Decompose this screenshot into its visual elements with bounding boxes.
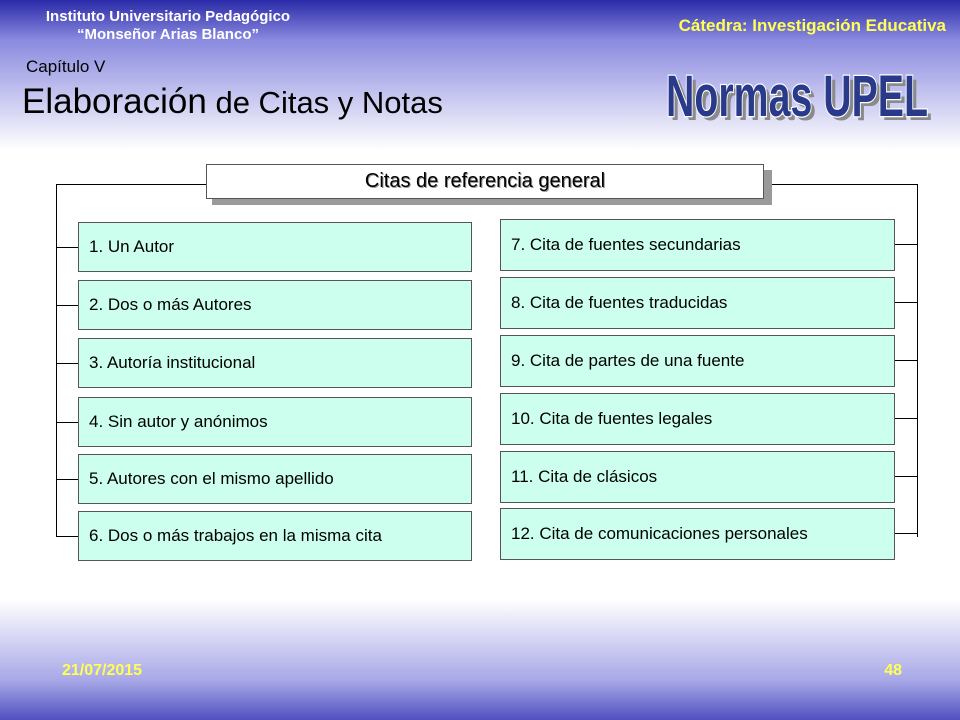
connector-tick-right-8 <box>895 302 917 303</box>
heading-text: Citas de referencia general <box>364 170 606 192</box>
chapter-label: Capítulo V <box>26 57 106 76</box>
connector-tick-right-12 <box>895 533 917 534</box>
connector-tick-left-3 <box>56 363 78 364</box>
connector-tick-left-4 <box>56 422 78 423</box>
connector-tick-left-2 <box>56 305 78 306</box>
connector-top-right <box>764 184 918 185</box>
slide-title <box>22 82 443 122</box>
connector-tick-left-5 <box>56 479 78 480</box>
svg-text:Normas UPEL: Normas UPEL <box>666 64 928 128</box>
page-number: 48 <box>884 662 902 679</box>
connector-top-left <box>56 184 208 185</box>
heading-box <box>206 164 764 199</box>
connector-spine-right <box>917 184 918 537</box>
connector-spine-left <box>56 184 57 537</box>
right-item-8: 8. Cita de fuentes traducidas <box>500 277 895 329</box>
left-item-2: 2. Dos o más Autores <box>78 280 472 330</box>
connector-tick-right-10 <box>895 418 917 419</box>
left-item-6: 6. Dos o más trabajos en la misma cita <box>78 511 472 561</box>
left-item-3: 3. Autoría institucional <box>78 338 472 388</box>
connector-tick-left-6 <box>56 536 78 537</box>
svg-text:Normas UPEL: Normas UPEL <box>670 68 932 128</box>
footer-date: 21/07/2015 <box>62 662 143 679</box>
slide-title-part2: de Citas y Notas <box>206 85 443 120</box>
slide-title-part1: Elaboración <box>22 82 207 121</box>
institute-line-2: “Monseñor Arias Blanco” <box>77 26 259 43</box>
connector-tick-left-1 <box>56 247 78 248</box>
connector-tick-right-9 <box>895 360 917 361</box>
normas-upel-wordart <box>660 58 940 128</box>
institute-line-1: Instituto Universitario Pedagógico <box>45 8 291 25</box>
institute-name <box>8 8 328 44</box>
left-item-5: 5. Autores con el mismo apellido <box>78 454 472 504</box>
right-item-12: 12. Cita de comunicaciones personales <box>500 508 895 560</box>
right-item-11: 11. Cita de clásicos <box>500 451 895 503</box>
connector-tick-right-11 <box>895 476 917 477</box>
right-item-10: 10. Cita de fuentes legales <box>500 393 895 445</box>
right-item-7: 7. Cita de fuentes secundarias <box>500 219 895 271</box>
left-item-4: 4. Sin autor y anónimos <box>78 397 472 447</box>
left-item-1: 1. Un Autor <box>78 222 472 272</box>
catedra-label: Cátedra: Investigación Educativa <box>678 16 946 35</box>
right-item-9: 9. Cita de partes de una fuente <box>500 335 895 387</box>
connector-tick-right-7 <box>895 244 917 245</box>
